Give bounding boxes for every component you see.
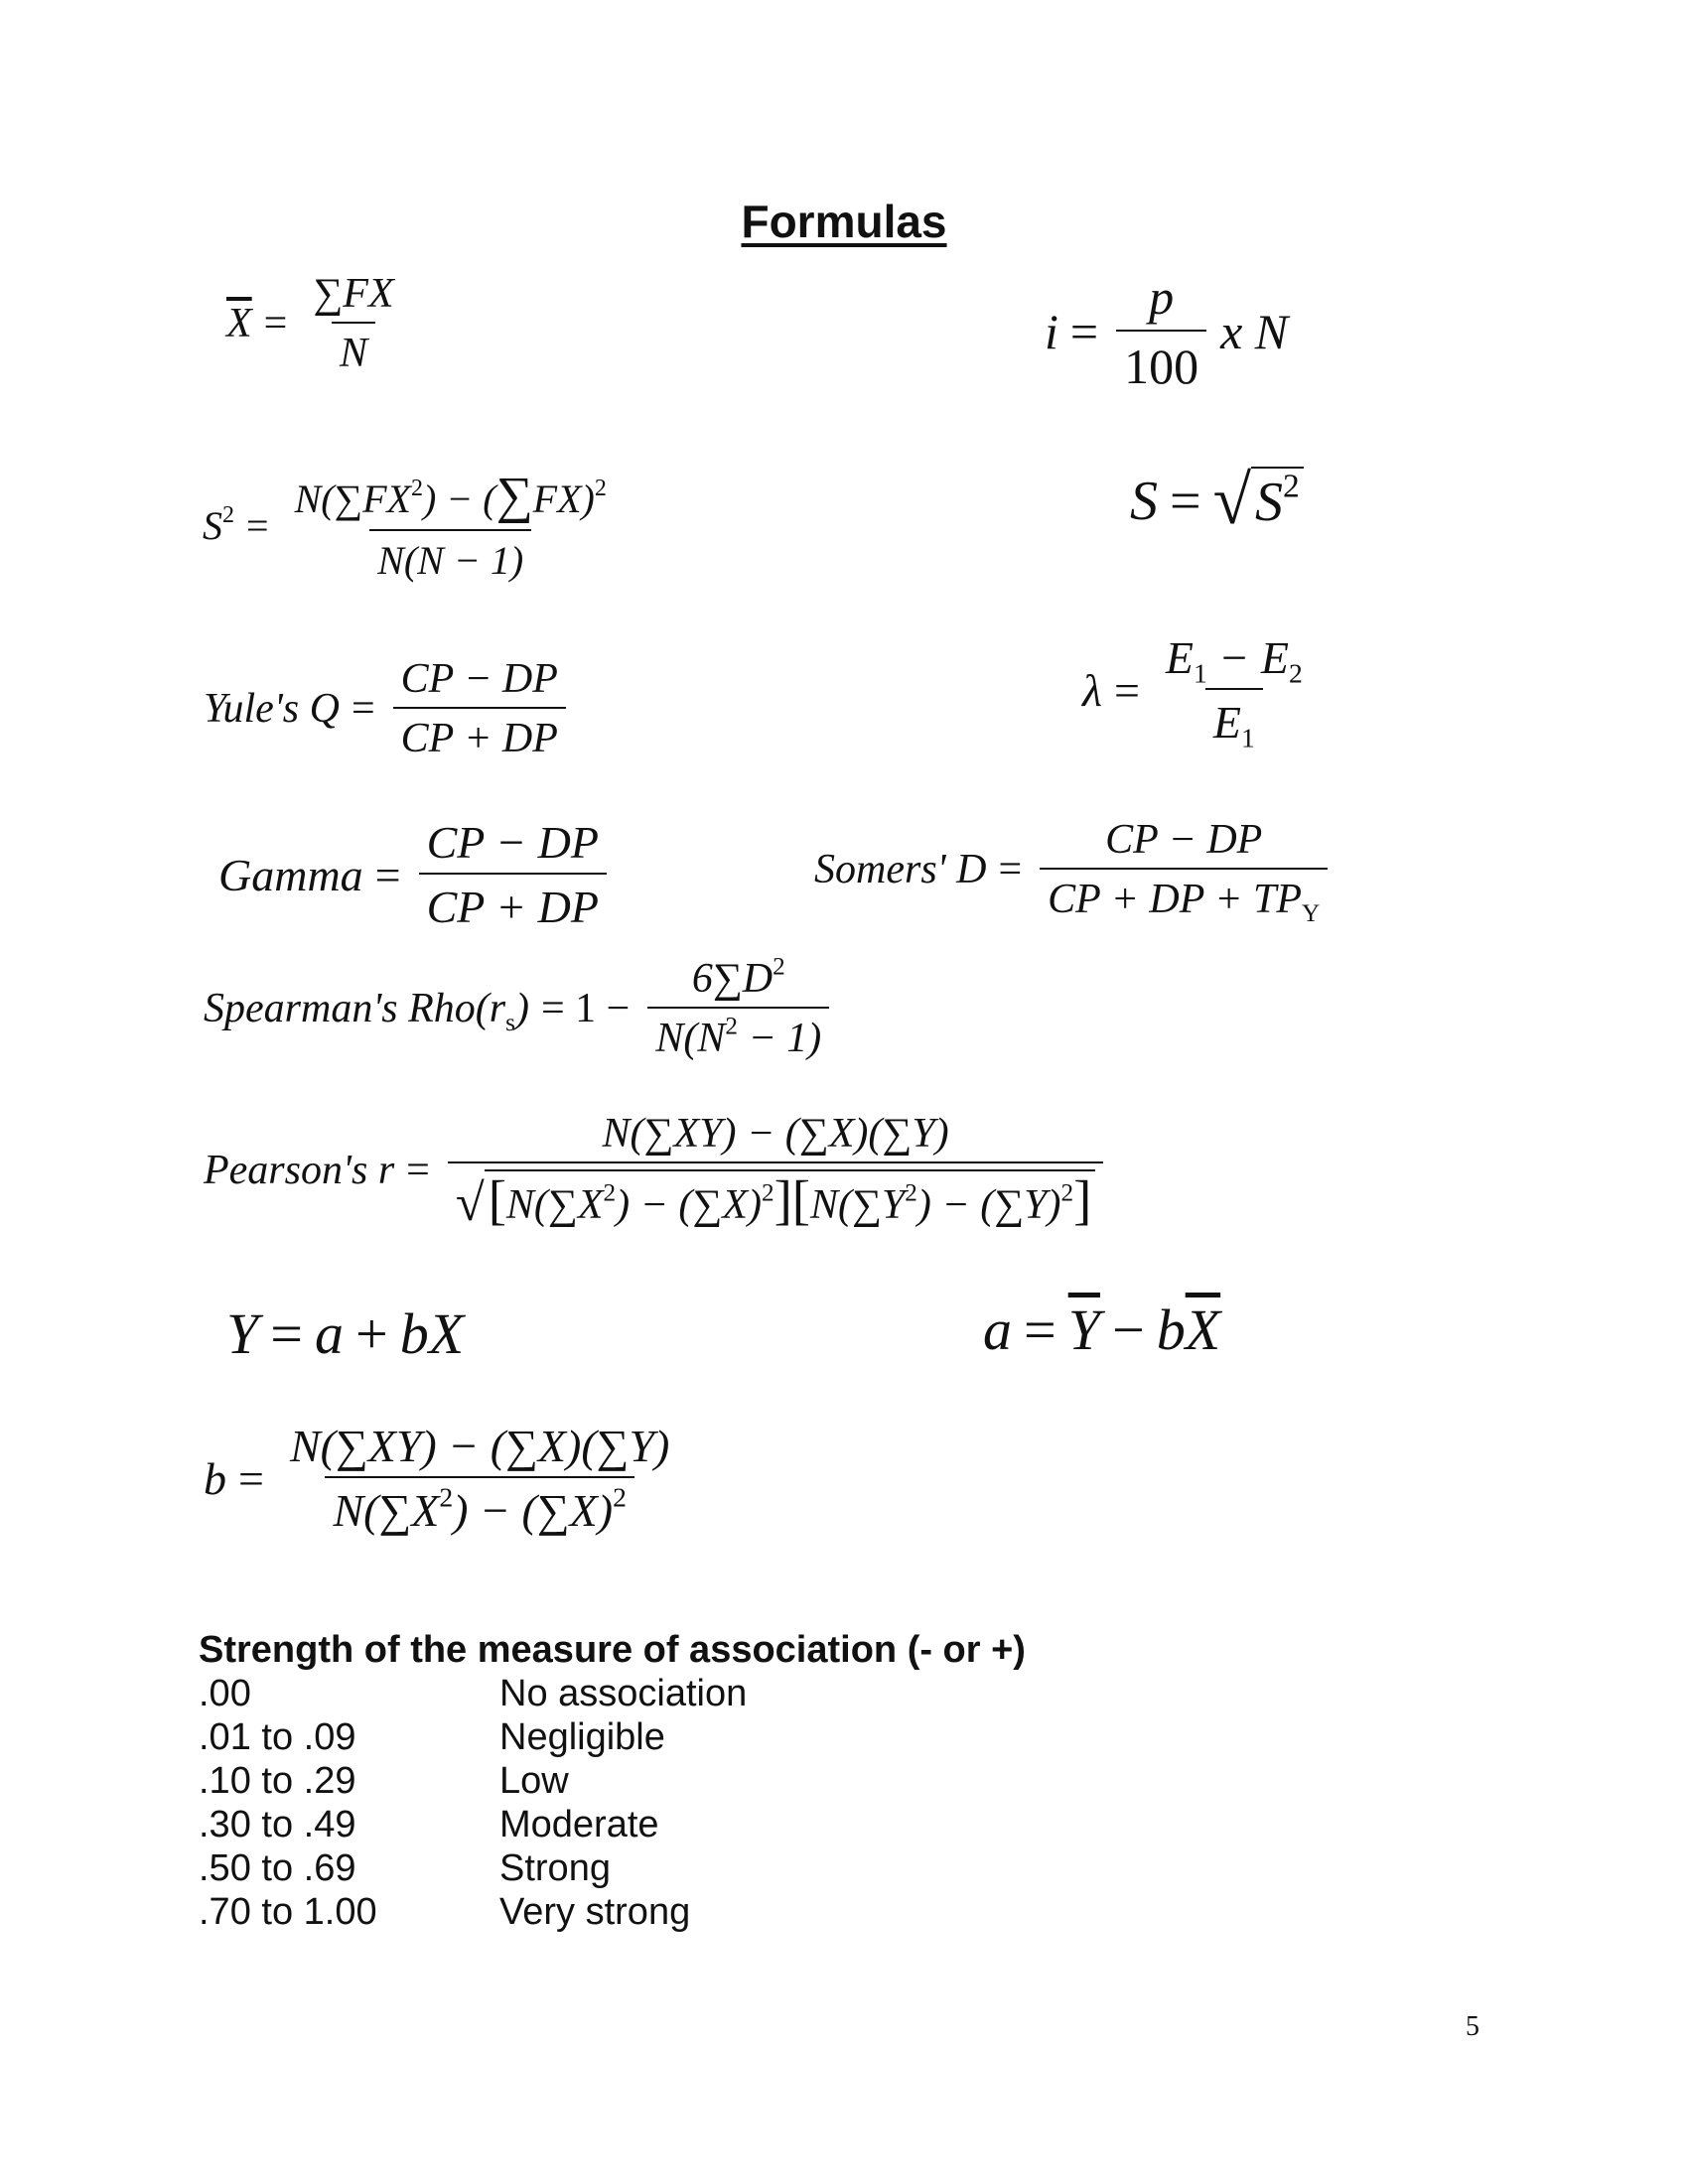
strength-range: .30 to .49 [199,1804,356,1845]
strength-range: .10 to .29 [199,1760,356,1802]
stddev-formula: S = √ $S^2$ [1130,467,1304,536]
strength-label: Strong [499,1847,611,1889]
strength-row [199,1890,1026,1934]
strength-table [199,1628,1026,1934]
regression-formula: Y = a + bX [226,1301,465,1366]
strength-range: .50 to .69 [199,1847,356,1889]
strength-heading: Strength of the measure of association (- or +) [199,1629,1026,1671]
strength-row [199,1803,1026,1846]
interval-formula: i = $\frac{p}{100}$ x N [1045,269,1289,394]
slope-formula: b = $\frac{N(\sum XY) - (\sum X)(\sum Y)}{N(\sum X^2) - (\sum X)^2}$ [204,1421,670,1536]
page-number: 5 [1466,2011,1479,2042]
lambda-formula: λ = $\frac{E_1 - E_2}{E_1}$ [1082,632,1303,753]
pearson-formula: Pearson's r = N(∑XY) − (∑X)(∑Y) √ $[N(\sum X^2) - (\sum X)^2][N(\sum Y^2) - (\sum Y)^2]$ [204,1110,1109,1231]
strength-range: .01 to .09 [199,1716,356,1758]
strength-label: No association [499,1673,748,1714]
somers-d-formula: Somers' D = $\frac{CP - DP}{CP + DP + TP_Y}$ [814,816,1334,923]
gamma-formula: Gamma = $\frac{CP - DP}{CP + DP}$ [218,816,613,933]
mean-formula: $\overline{X}$ = $\frac{\sum FX}{N}$ [226,271,394,376]
yules-q-formula: Yule's Q = $\frac{CP - DP}{CP + DP}$ [204,655,572,762]
strength-label: Negligible [499,1716,665,1758]
page-title: Formulas [741,196,947,247]
strength-row [199,1672,1026,1715]
strength-label: Low [499,1760,569,1802]
strength-label: Moderate [499,1804,659,1845]
strength-row [199,1759,1026,1803]
strength-range: .00 [199,1673,251,1714]
intercept-formula: a = $\overline{Y}$ − b $\overline{X}$ [983,1297,1221,1362]
strength-row [199,1715,1026,1759]
strength-row [199,1846,1026,1890]
spearman-formula: Spearman's $Rho(r_s)$ = 1 − $\frac{6\sum D^2}{N(N^2 - 1)}$ [204,955,835,1062]
variance-formula: $S^2$ = $\frac{N(\sum FX^2) - (\sum FX)^2}{N(N - 1)}$ [203,468,607,583]
strength-range: .70 to 1.00 [199,1891,377,1933]
strength-label: Very strong [499,1891,691,1933]
